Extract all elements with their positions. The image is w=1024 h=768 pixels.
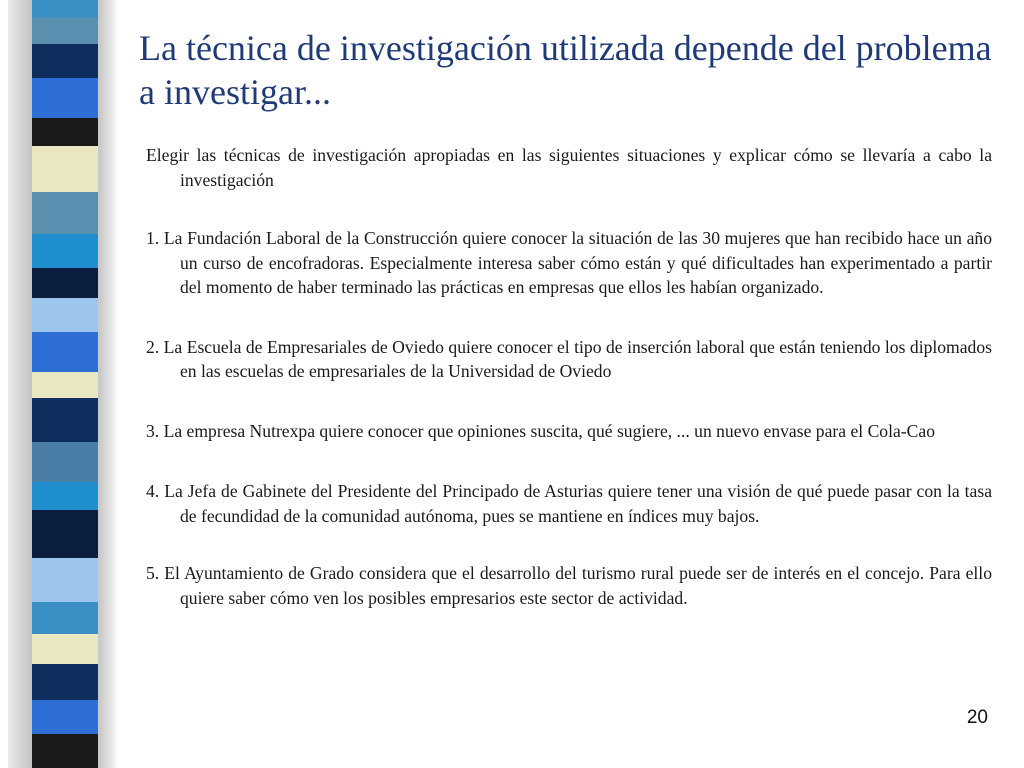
list-item: 2. La Escuela de Empresariales de Oviedo quiere conocer el tipo de inserción laboral que están teniendo los diplomados en las escuelas de empresariales de la Universidad de Oviedo xyxy=(146,336,992,381)
stripe xyxy=(32,700,98,734)
stripe xyxy=(32,558,98,602)
stripe xyxy=(32,398,98,442)
intro-paragraph: Elegir las técnicas de investigación apropiadas en las siguientes situaciones y explicar cómo se llevaría a cabo la investigación xyxy=(146,145,992,190)
stripe xyxy=(32,372,98,398)
slide-title: La técnica de investigación utilizada depende del problema a investigar... xyxy=(139,28,992,112)
stripe xyxy=(32,78,98,118)
stripe xyxy=(32,442,98,482)
stripe xyxy=(32,192,98,234)
stripe xyxy=(32,44,98,78)
list-item: 4. La Jefa de Gabinete del Presidente del Principado de Asturias quiere tener una visión de qué puede pasar con la tasa de fecundidad de la comunidad autónoma, pues se mantiene en índices muy bajos. xyxy=(146,481,992,526)
stripe xyxy=(32,234,98,268)
stripe xyxy=(32,146,98,192)
stripe xyxy=(32,268,98,298)
stripe xyxy=(32,602,98,634)
stripe xyxy=(32,0,98,18)
decorative-stripes xyxy=(32,0,98,768)
stripe xyxy=(32,510,98,558)
stripe xyxy=(32,482,98,510)
stripe xyxy=(32,298,98,332)
decorative-stripe-band xyxy=(0,0,118,768)
list-item: 3. La empresa Nutrexpa quiere conocer que opiniones suscita, qué sugiere, ... un nuevo envase para el Cola-Cao xyxy=(146,420,935,441)
list-item: 5. El Ayuntamiento de Grado considera que el desarrollo del turismo rural puede ser de interés en el concejo. Para ello quiere saber cómo ven los posibles empresarios este sector de actividad. xyxy=(146,563,992,608)
slide-body xyxy=(146,143,992,610)
list-item: 1. La Fundación Laboral de la Construcción quiere conocer la situación de las 30 mujeres que han recibido hace un año un curso de encofradoras. Especialmente interesa saber cómo están y qué dificultades han experimentado a partir del momento de haber terminado las prácticas en empresas que ellos les habían organizado. xyxy=(146,228,992,297)
stripe xyxy=(32,634,98,664)
stripe xyxy=(32,18,98,44)
stripe xyxy=(32,664,98,700)
stripe xyxy=(32,118,98,146)
stripe xyxy=(32,734,98,768)
page-number: 20 xyxy=(966,707,988,728)
stripe xyxy=(32,332,98,372)
